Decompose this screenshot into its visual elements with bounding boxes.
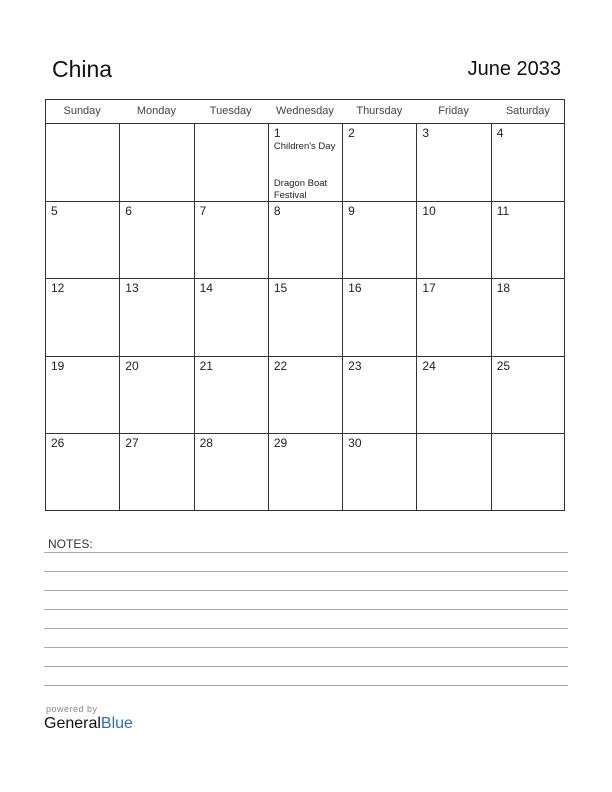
weekday-header: Tuesday [209,105,252,117]
day-number: 12 [51,281,65,296]
notes-label: NOTES: [48,537,93,551]
notes-line [44,609,568,610]
day-number: 16 [348,281,362,296]
calendar-grid-lines [45,99,565,511]
day-number: 3 [422,126,430,140]
day-number: 25 [496,358,511,373]
brand-blue: Blue [100,715,133,732]
day-number: 17 [422,281,436,296]
notes-line [44,685,568,686]
day-number: 28 [199,436,213,451]
day-number: 1 [273,126,281,140]
notes-line [44,552,568,553]
day-number: 6 [125,203,132,218]
calendar-border [46,100,565,511]
day-number: 20 [125,358,139,373]
weekday-header: Friday [438,105,469,117]
day-number: 10 [422,203,436,218]
day-number: 26 [51,436,65,451]
notes-line [44,647,568,648]
month-year-title: June 2033 [467,58,561,80]
notes-line [44,571,568,572]
powered-by-text: powered by [46,704,98,714]
country-title: China [52,56,113,82]
day-number: 22 [273,358,288,373]
day-number: 8 [273,203,281,218]
day-number: 29 [273,436,288,451]
weekday-header: Thursday [356,105,403,117]
day-number: 27 [125,436,139,451]
notes-line [44,590,568,591]
day-number: 5 [51,203,58,218]
brand-general: General [44,715,101,732]
brand-logo [44,704,133,733]
day-number: 4 [496,126,504,140]
day-number: 9 [348,203,355,218]
day-number: 30 [348,436,362,451]
day-number: 11 [496,203,510,218]
day-number: 7 [199,203,207,218]
notes-line [44,628,568,629]
weekday-header: Saturday [505,105,550,117]
holiday-childrens-day: Children's Day [273,141,336,152]
day-number: 23 [348,358,362,373]
day-number: 14 [199,281,213,296]
day-number: 19 [51,358,65,373]
brand-name [44,715,133,733]
day-number: 2 [348,126,355,140]
weekday-header: Sunday [63,105,101,117]
calendar-grid [45,99,565,511]
notes-line [44,666,568,667]
day-number: 21 [199,358,213,373]
day-number: 15 [273,281,288,296]
weekday-header: Wednesday [276,105,334,117]
day-number: 13 [125,281,139,296]
holiday-dragon-boat: Dragon Boat Festival [273,178,328,201]
day-number: 24 [422,358,436,373]
weekday-header: Monday [136,105,176,117]
day-number: 18 [496,281,511,296]
